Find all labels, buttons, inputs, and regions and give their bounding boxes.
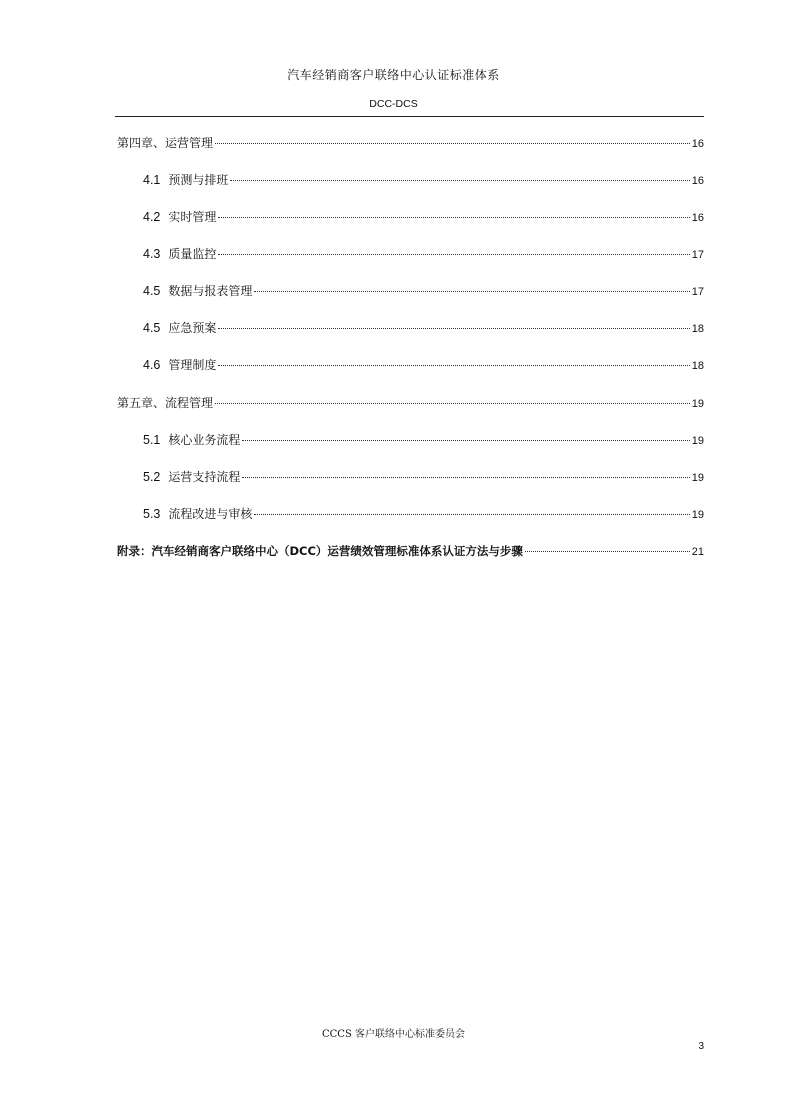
- toc-dot-leader: [215, 402, 690, 404]
- toc-entry-page: 19: [691, 398, 704, 410]
- toc-entry-label: 第五章、流程管理: [117, 396, 214, 410]
- toc-entry-number: 5.1: [143, 433, 161, 447]
- document-header-title: 汽车经销商客户联络中心认证标准体系: [287, 68, 500, 82]
- toc-dot-leader: [254, 513, 689, 515]
- toc-entry-label: 数据与报表管理: [168, 284, 253, 298]
- toc-entry-page: 17: [691, 286, 704, 298]
- toc-dot-leader: [218, 216, 689, 218]
- toc-entry-label: 应急预案: [168, 321, 217, 335]
- toc-entry-4-6[interactable]: [143, 356, 704, 374]
- toc-entry-page: 19: [691, 435, 704, 447]
- toc-entry-label: 流程改进与审核: [168, 507, 253, 521]
- toc-dot-leader: [254, 290, 689, 292]
- toc-entry-number: 4.1: [143, 173, 161, 187]
- document-footer: CCCS 客户联络中心标准委员会: [322, 1029, 465, 1040]
- page-number: 3: [698, 1041, 704, 1052]
- toc-dot-leader: [215, 142, 690, 144]
- toc-entry-5-3[interactable]: [143, 505, 704, 523]
- toc-entry-page: 21: [691, 546, 704, 558]
- toc-dot-leader: [242, 476, 689, 478]
- toc-entry-4-2[interactable]: [143, 208, 704, 226]
- toc-entry-page: 18: [691, 360, 704, 372]
- toc-entry-page: 19: [691, 472, 704, 484]
- toc-entry-page: 19: [691, 509, 704, 521]
- toc-entry-page: 16: [691, 175, 704, 187]
- toc-dot-leader: [242, 439, 689, 441]
- header-divider: [115, 116, 704, 117]
- toc-dot-leader: [525, 550, 690, 552]
- toc-dot-leader: [218, 327, 689, 329]
- toc-entry-4-5-data[interactable]: [143, 282, 704, 300]
- toc-entry-label: 第四章、运营管理: [117, 136, 214, 150]
- toc-entry-chapter-4[interactable]: [117, 134, 704, 152]
- toc-entry-4-3[interactable]: [143, 245, 704, 263]
- toc-entry-page: 16: [691, 138, 704, 150]
- toc-entry-page: 18: [691, 323, 704, 335]
- toc-entry-number: 5.2: [143, 470, 161, 484]
- toc-entry-label: 预测与排班: [168, 173, 229, 187]
- toc-entry-number: 4.6: [143, 358, 161, 372]
- toc-entry-number: 5.3: [143, 507, 161, 521]
- toc-entry-appendix[interactable]: [117, 542, 704, 560]
- toc-dot-leader: [230, 179, 689, 181]
- toc-entry-4-1[interactable]: [143, 171, 704, 189]
- toc-dot-leader: [218, 253, 689, 255]
- toc-entry-5-2[interactable]: [143, 468, 704, 486]
- toc-entry-5-1[interactable]: [143, 431, 704, 449]
- toc-entry-label: 实时管理: [168, 210, 217, 224]
- toc-entry-number: 4.5: [143, 284, 161, 298]
- document-header-subtitle: DCC-DCS: [369, 98, 418, 110]
- toc-entry-number: 4.2: [143, 210, 161, 224]
- toc-dot-leader: [218, 364, 689, 366]
- toc-entry-label: 质量监控: [168, 247, 217, 261]
- toc-entry-label: 附录：汽车经销商客户联络中心（DCC）运营绩效管理标准体系认证方法与步骤: [117, 544, 523, 558]
- toc-entry-page: 16: [691, 212, 704, 224]
- toc-entry-label: 核心业务流程: [168, 433, 241, 447]
- toc-entry-label: 运营支持流程: [168, 470, 241, 484]
- toc-entry-chapter-5[interactable]: [117, 394, 704, 412]
- toc-entry-label: 管理制度: [168, 358, 217, 372]
- toc-entry-number: 4.5: [143, 321, 161, 335]
- toc-entry-4-5-emergency[interactable]: [143, 319, 704, 337]
- toc-entry-number: 4.3: [143, 247, 161, 261]
- toc-entry-page: 17: [691, 249, 704, 261]
